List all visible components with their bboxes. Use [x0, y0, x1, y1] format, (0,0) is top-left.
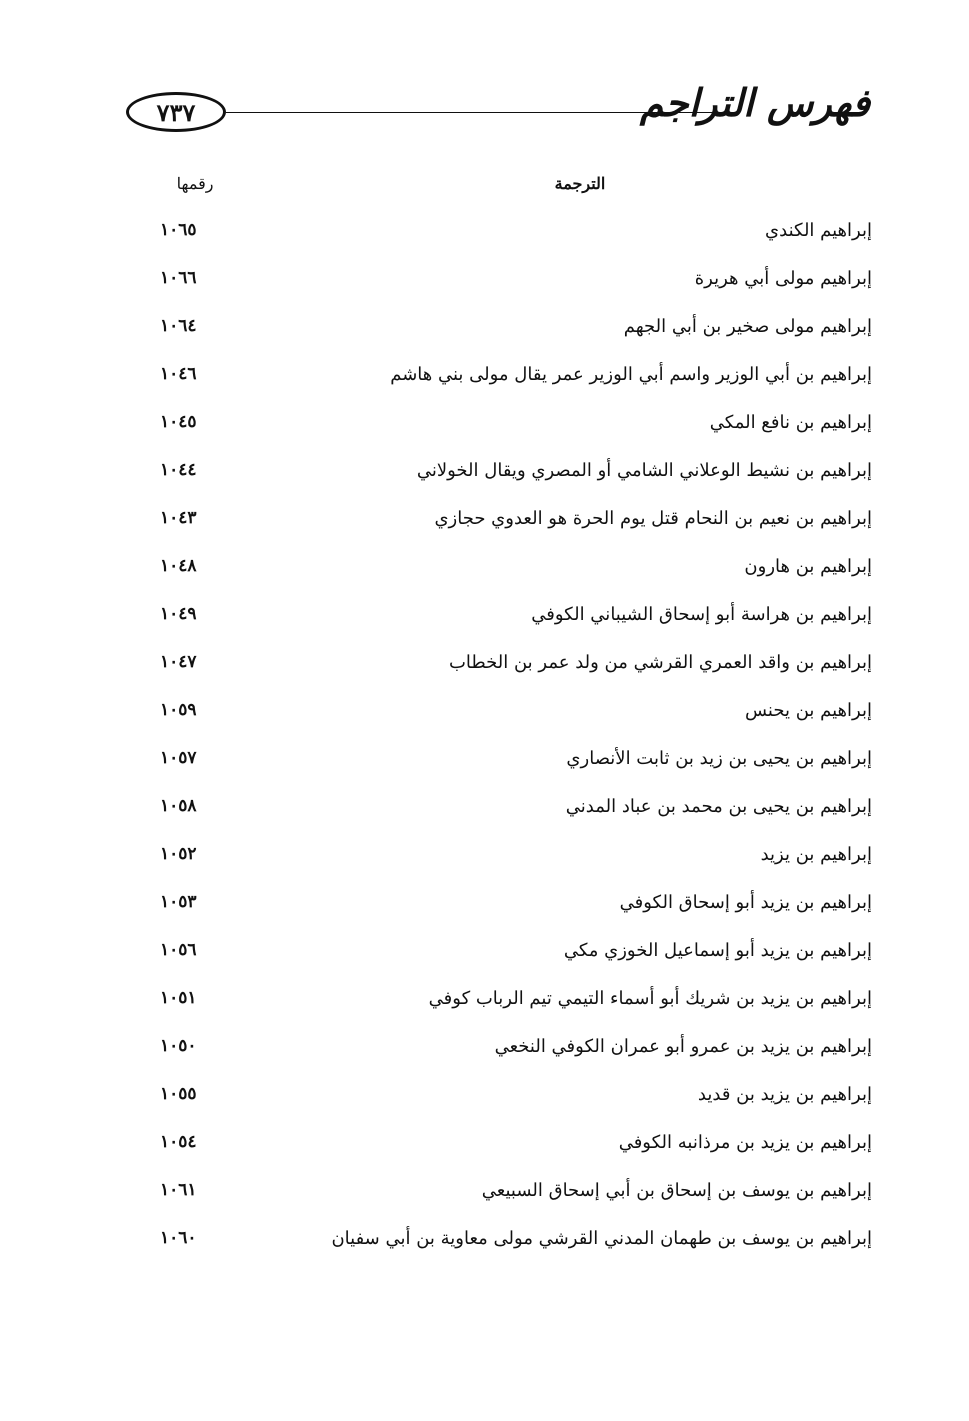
entry-name: إبراهيم بن يوسف بن طهمان المدني القرشي مولى معاوية بن أبي سفيان — [331, 1228, 872, 1249]
list-item — [0, 504, 969, 552]
list-item — [0, 600, 969, 648]
entry-name: إبراهيم بن هراسة أبو إسحاق الشيباني الكوفي — [531, 604, 872, 625]
page-number: ٧٣٧ — [126, 92, 226, 132]
entry-number: ١٠٤٩ — [160, 604, 197, 624]
list-item — [0, 936, 969, 984]
list-item — [0, 840, 969, 888]
index-list — [0, 216, 969, 1272]
entry-name: إبراهيم بن يزيد أبو إسحاق الكوفي — [619, 892, 872, 913]
entry-name: إبراهيم بن يزيد بن شريك أبو أسماء التيمي تيم الرباب كوفي — [428, 988, 872, 1009]
entry-name: إبراهيم بن يزيد بن قديد — [697, 1084, 872, 1105]
entry-name: إبراهيم الكندي — [765, 220, 872, 241]
list-item — [0, 216, 969, 264]
list-item — [0, 744, 969, 792]
entry-number: ١٠٤٨ — [160, 556, 197, 576]
column-heading-name: الترجمة — [554, 174, 606, 193]
entry-name: إبراهيم بن نافع المكي — [709, 412, 872, 433]
list-item — [0, 1224, 969, 1272]
entry-number: ١٠٤٣ — [160, 508, 197, 528]
entry-name: إبراهيم بن يحيى بن محمد بن عباد المدني — [565, 796, 872, 817]
entry-name: إبراهيم بن يحيى بن زيد بن ثابت الأنصاري — [566, 748, 872, 769]
entry-name: إبراهيم بن يزيد بن عمرو أبو عمران الكوفي النخعي — [494, 1036, 872, 1057]
entry-name: إبراهيم بن يزيد بن مرذانبه الكوفي — [618, 1132, 872, 1153]
entry-number: ١٠٥٨ — [160, 796, 197, 816]
entry-number: ١٠٦١ — [160, 1180, 197, 1200]
column-headings — [0, 174, 969, 198]
entry-number: ١٠٦٥ — [160, 220, 197, 240]
list-item — [0, 792, 969, 840]
entry-name: إبراهيم مولى أبي هريرة — [694, 268, 872, 289]
column-heading-number: رقمها — [176, 174, 214, 193]
entry-number: ١٠٥٩ — [160, 700, 197, 720]
entry-name: إبراهيم بن يوسف بن إسحاق بن أبي إسحاق السبيعي — [481, 1180, 872, 1201]
entry-number: ١٠٥٤ — [160, 1132, 197, 1152]
entry-number: ١٠٥٣ — [160, 892, 197, 912]
page-title: فهرس التراجم — [639, 80, 870, 125]
entry-name: إبراهيم بن نشيط الوعلاني الشامي أو المصري ويقال الخولاني — [416, 460, 872, 481]
entry-number: ١٠٥١ — [160, 988, 197, 1008]
entry-number: ١٠٥٠ — [160, 1036, 197, 1056]
entry-name: إبراهيم بن يزيد أبو إسماعيل الخوزي مكي — [563, 940, 872, 961]
list-item — [0, 312, 969, 360]
entry-name: إبراهيم بن نعيم بن النحام قتل يوم الحرة هو العدوي حجازي — [434, 508, 872, 529]
list-item — [0, 648, 969, 696]
entry-number: ١٠٦٠ — [160, 1228, 197, 1248]
list-item — [0, 360, 969, 408]
entry-number: ١٠٦٤ — [160, 316, 197, 336]
list-item — [0, 1032, 969, 1080]
entry-number: ١٠٦٦ — [160, 268, 197, 288]
entry-number: ١٠٥٧ — [160, 748, 197, 768]
entry-name: إبراهيم بن يحنس — [744, 700, 872, 721]
entry-number: ١٠٤٤ — [160, 460, 197, 480]
entry-number: ١٠٥٥ — [160, 1084, 197, 1104]
list-item — [0, 1176, 969, 1224]
entry-name: إبراهيم بن يزيد — [760, 844, 872, 865]
entry-number: ١٠٤٧ — [160, 652, 197, 672]
list-item — [0, 264, 969, 312]
list-item — [0, 1080, 969, 1128]
entry-name: إبراهيم مولى صخير بن أبي الجهم — [623, 316, 872, 337]
entry-name: إبراهيم بن هارون — [744, 556, 872, 577]
entry-number: ١٠٥٦ — [160, 940, 197, 960]
entry-number: ١٠٤٥ — [160, 412, 197, 432]
page-header — [110, 78, 870, 158]
list-item — [0, 456, 969, 504]
list-item — [0, 984, 969, 1032]
entry-name: إبراهيم بن واقد العمري القرشي من ولد عمر بن الخطاب — [448, 652, 872, 673]
list-item — [0, 552, 969, 600]
entry-number: ١٠٥٢ — [160, 844, 197, 864]
list-item — [0, 696, 969, 744]
list-item — [0, 408, 969, 456]
list-item — [0, 888, 969, 936]
list-item — [0, 1128, 969, 1176]
entry-name: إبراهيم بن أبي الوزير واسم أبي الوزير عمر يقال مولى بني هاشم — [390, 364, 872, 385]
entry-number: ١٠٤٦ — [160, 364, 197, 384]
